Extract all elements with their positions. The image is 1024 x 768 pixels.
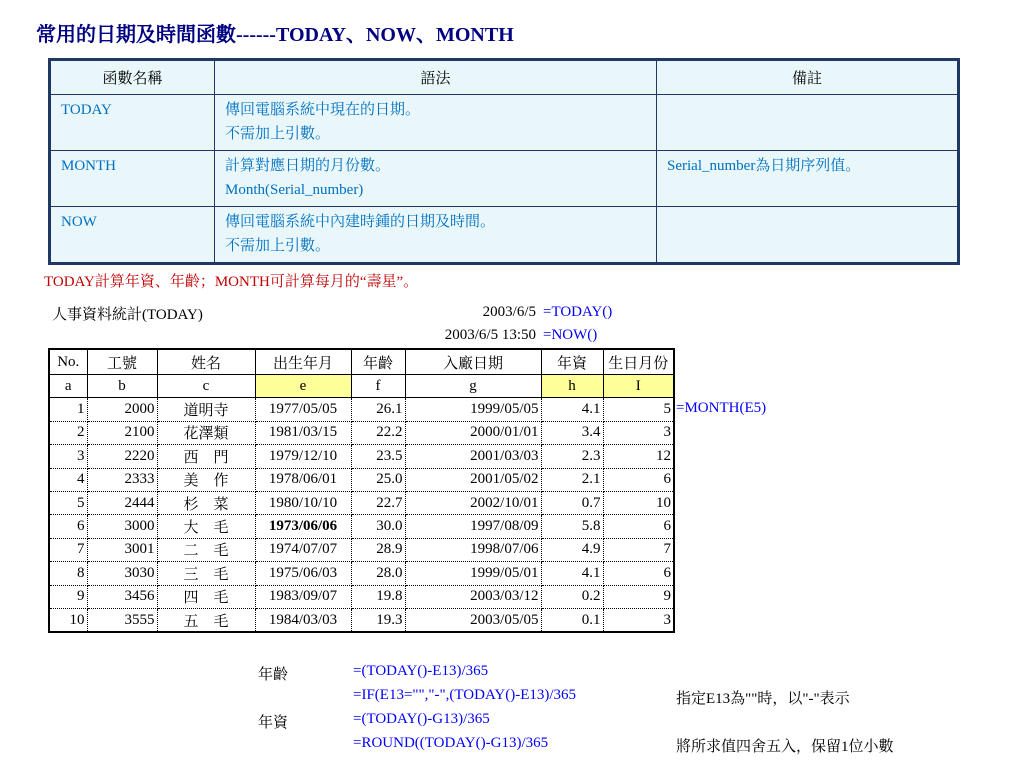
cell-birth-month: 6: [603, 562, 674, 585]
cell-age: 28.9: [351, 538, 405, 561]
cell-birth-month: 6: [603, 468, 674, 491]
cell-no: 10: [49, 608, 87, 632]
col-header-no: No.: [49, 349, 87, 375]
cell-seniority: 0.2: [541, 585, 603, 608]
cell-join-date: 2000/01/01: [405, 421, 541, 444]
cell-birth: 1983/09/07: [255, 585, 351, 608]
cell-birth-month: 7: [603, 538, 674, 561]
cell-birth: 1978/06/01: [255, 468, 351, 491]
cell-birth: 1979/12/10: [255, 445, 351, 468]
cell-join-date: 2002/10/01: [405, 491, 541, 514]
cell-birth-month: 3: [603, 608, 674, 632]
cell-name: 道明寺: [157, 398, 255, 421]
col-letter: I: [603, 375, 674, 398]
cell-name: 杉 菜: [157, 491, 255, 514]
function-syntax: [215, 207, 657, 264]
cell-age: 22.7: [351, 491, 405, 514]
cell-seniority: 2.3: [541, 445, 603, 468]
cell-birth: 1980/10/10: [255, 491, 351, 514]
sheet-title: 人事資料統計(TODAY): [52, 307, 203, 323]
seniority-label: 年資: [258, 715, 289, 731]
syntax-line: Month(Serial_number): [225, 182, 364, 198]
age-formula-1: =(TODAY()-E13)/365: [353, 663, 489, 679]
cell-no: 8: [49, 562, 87, 585]
function-row-month: [50, 151, 959, 207]
table-row: [49, 608, 674, 632]
col-header-name: 姓名: [157, 349, 255, 375]
col-header-seniority: 年資: [541, 349, 603, 375]
cell-no: 5: [49, 491, 87, 514]
today-value: 2003/6/5: [482, 304, 536, 320]
cell-no: 4: [49, 468, 87, 491]
function-syntax: [215, 95, 657, 151]
cell-birth-month: 10: [603, 491, 674, 514]
month-formula: =MONTH(E5): [676, 400, 767, 416]
cell-seniority: 2.1: [541, 468, 603, 491]
cell-birth: 1981/03/15: [255, 421, 351, 444]
function-syntax: [215, 151, 657, 207]
table-row: [49, 421, 674, 444]
cell-join-date: 2001/03/03: [405, 445, 541, 468]
header-syntax: 語法: [215, 60, 657, 95]
col-header-birth: 出生年月: [255, 349, 351, 375]
col-letter: b: [87, 375, 157, 398]
col-letter: e: [255, 375, 351, 398]
cell-birth-month: 12: [603, 445, 674, 468]
cell-name: 西 門: [157, 445, 255, 468]
staff-header-row: [49, 349, 674, 375]
cell-id: 2100: [87, 421, 157, 444]
seniority-formula-1: =(TODAY()-G13)/365: [353, 711, 490, 727]
table-row: [49, 398, 674, 421]
function-name: TODAY: [50, 95, 215, 151]
cell-id: 2333: [87, 468, 157, 491]
syntax-line: 傳回電腦系統中現在的日期。: [225, 102, 421, 118]
cell-age: 30.0: [351, 515, 405, 538]
cell-age: 25.0: [351, 468, 405, 491]
cell-age: 26.1: [351, 398, 405, 421]
cell-seniority: 4.1: [541, 398, 603, 421]
seniority-formula-2: =ROUND((TODAY()-G13)/365: [353, 735, 549, 751]
cell-age: 23.5: [351, 445, 405, 468]
cell-no: 7: [49, 538, 87, 561]
table-row: [49, 538, 674, 561]
age-formula-note: 指定E13為""時，以"-"表示: [676, 691, 850, 707]
cell-name: 美 作: [157, 468, 255, 491]
col-header-age: 年齡: [351, 349, 405, 375]
col-letter: f: [351, 375, 405, 398]
col-letter: h: [541, 375, 603, 398]
today-formula: =TODAY(): [543, 304, 613, 320]
cell-id: 3555: [87, 608, 157, 632]
cell-id: 2000: [87, 398, 157, 421]
cell-age: 19.8: [351, 585, 405, 608]
function-remark: [657, 95, 959, 151]
cell-birth: 1977/05/05: [255, 398, 351, 421]
cell-name: 花澤類: [157, 421, 255, 444]
table-row: [49, 468, 674, 491]
cell-name: 二 毛: [157, 538, 255, 561]
function-table: [48, 58, 960, 265]
cell-seniority: 0.1: [541, 608, 603, 632]
page-title: 常用的日期及時間函數------TODAY、NOW、MONTH: [36, 24, 514, 46]
col-header-birth-month: 生日月份: [603, 349, 674, 375]
function-remark: [657, 207, 959, 264]
cell-seniority: 4.9: [541, 538, 603, 561]
syntax-line: 不需加上引數。: [225, 126, 331, 142]
cell-name: 大 毛: [157, 515, 255, 538]
cell-no: 9: [49, 585, 87, 608]
col-letter: g: [405, 375, 541, 398]
col-header-join-date: 入廠日期: [405, 349, 541, 375]
cell-seniority: 5.8: [541, 515, 603, 538]
cell-join-date: 1999/05/01: [405, 562, 541, 585]
cell-no: 2: [49, 421, 87, 444]
col-header-id: 工號: [87, 349, 157, 375]
cell-birth-month: 3: [603, 421, 674, 444]
table-row: [49, 562, 674, 585]
cell-birth: 1984/03/03: [255, 608, 351, 632]
cell-no: 6: [49, 515, 87, 538]
cell-join-date: 1997/08/09: [405, 515, 541, 538]
table-row: [49, 491, 674, 514]
cell-seniority: 0.7: [541, 491, 603, 514]
table-row: [49, 445, 674, 468]
cell-birth-month: 6: [603, 515, 674, 538]
cell-name: 四 毛: [157, 585, 255, 608]
cell-seniority: 4.1: [541, 562, 603, 585]
col-letter: c: [157, 375, 255, 398]
column-letter-row: [49, 375, 674, 398]
cell-birth-month: 5: [603, 398, 674, 421]
function-name: MONTH: [50, 151, 215, 207]
header-function-name: 函數名稱: [50, 60, 215, 95]
cell-join-date: 2003/03/12: [405, 585, 541, 608]
function-table-header: [50, 60, 959, 95]
age-formula-2: =IF(E13="","-",(TODAY()-E13)/365: [353, 687, 577, 703]
cell-join-date: 2001/05/02: [405, 468, 541, 491]
usage-note: TODAY計算年資、年齡；MONTH可計算每月的“壽星”。: [44, 274, 419, 290]
cell-id: 2220: [87, 445, 157, 468]
now-value: 2003/6/5 13:50: [444, 327, 536, 343]
function-remark: Serial_number為日期序列值。: [657, 151, 959, 207]
cell-no: 3: [49, 445, 87, 468]
cell-seniority: 3.4: [541, 421, 603, 444]
syntax-line: 不需加上引數。: [225, 238, 331, 254]
function-row-today: [50, 95, 959, 151]
cell-id: 3001: [87, 538, 157, 561]
age-label: 年齡: [258, 667, 289, 683]
cell-age: 22.2: [351, 421, 405, 444]
now-formula: =NOW(): [543, 327, 598, 343]
syntax-line: 傳回電腦系統中內建時鍾的日期及時間。: [225, 214, 496, 230]
cell-join-date: 1999/05/05: [405, 398, 541, 421]
header-remark: 備註: [657, 60, 959, 95]
table-row: [49, 515, 674, 538]
function-row-now: [50, 207, 959, 264]
cell-age: 19.3: [351, 608, 405, 632]
cell-birth: 1975/06/03: [255, 562, 351, 585]
cell-join-date: 1998/07/06: [405, 538, 541, 561]
cell-id: 3456: [87, 585, 157, 608]
cell-id: 3030: [87, 562, 157, 585]
cell-birth-month: 9: [603, 585, 674, 608]
function-name: NOW: [50, 207, 215, 264]
table-row: [49, 585, 674, 608]
cell-id: 2444: [87, 491, 157, 514]
cell-birth: 1974/07/07: [255, 538, 351, 561]
cell-no: 1: [49, 398, 87, 421]
cell-id: 3000: [87, 515, 157, 538]
cell-name: 三 毛: [157, 562, 255, 585]
cell-birth: 1973/06/06: [255, 515, 351, 538]
cell-join-date: 2003/05/05: [405, 608, 541, 632]
staff-table: [48, 348, 675, 633]
col-letter: a: [49, 375, 87, 398]
cell-age: 28.0: [351, 562, 405, 585]
seniority-formula-note: 將所求值四舍五入，保留1位小數: [676, 739, 894, 755]
cell-name: 五 毛: [157, 608, 255, 632]
syntax-line: 計算對應日期的月份數。: [225, 158, 391, 174]
